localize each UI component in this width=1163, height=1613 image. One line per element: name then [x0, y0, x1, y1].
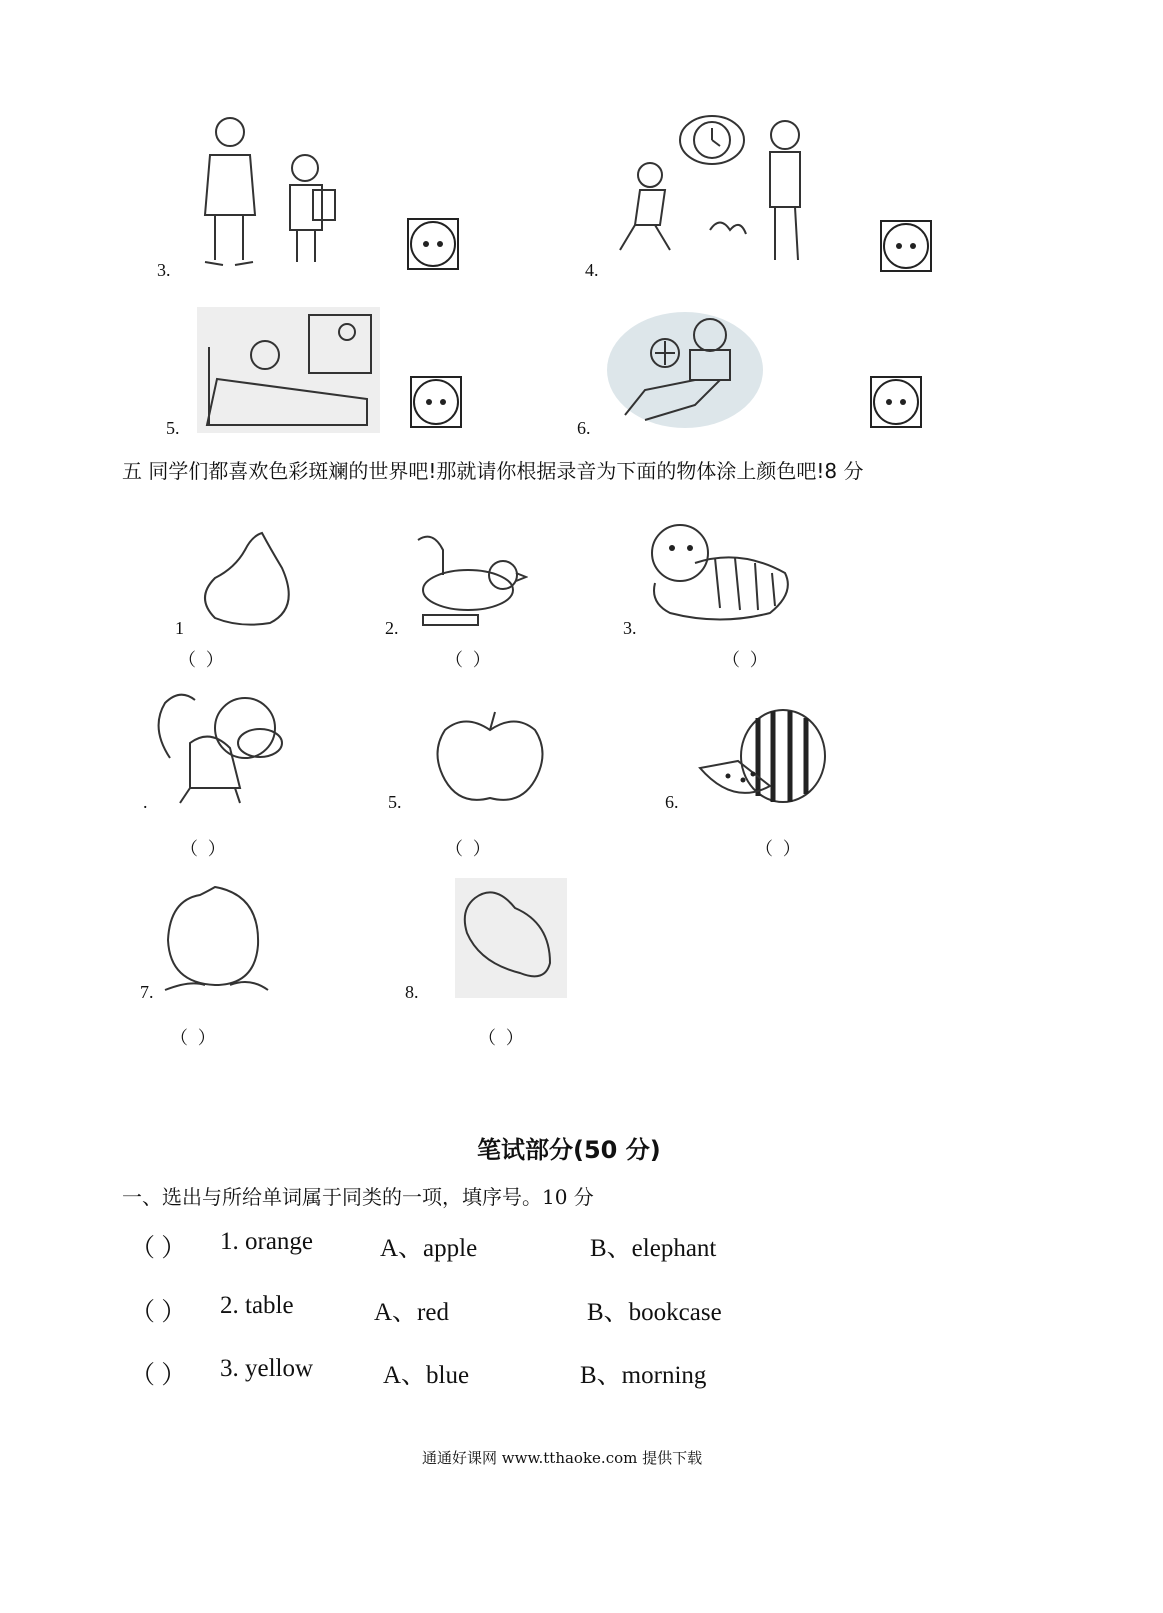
q2-paren[interactable]: （ ）: [130, 1299, 187, 1326]
face-box-icon[interactable]: [880, 220, 932, 272]
picture-5-label: 5.: [166, 418, 180, 438]
picture-5: [197, 307, 380, 433]
item-8-answer[interactable]: （ ）: [478, 1028, 526, 1049]
pear-icon: [200, 528, 300, 628]
item-3-answer[interactable]: （ ）: [722, 650, 770, 671]
item-4-answer[interactable]: （ ）: [180, 839, 228, 860]
peach-icon: [160, 885, 272, 995]
picture-6-label: 6.: [577, 418, 591, 438]
picture-6: [605, 305, 765, 433]
footer-text: 通通好课网 www.tthaoke.com 提供下载: [422, 1449, 703, 1467]
bird-icon: [398, 525, 528, 635]
question-1-title: 一、选出与所给单词属于同类的一项，填序号。10 分: [122, 1185, 594, 1209]
q1-paren[interactable]: （ ）: [130, 1235, 187, 1262]
picture-4: [600, 110, 835, 275]
q2-word: 2. table: [220, 1292, 294, 1319]
q1-option-a: A、apple: [380, 1235, 478, 1262]
written-part-title: 笔试部分(50 分): [477, 1136, 661, 1164]
item-8-label: 8.: [405, 982, 419, 1002]
apple-icon: [435, 708, 545, 806]
q3-paren[interactable]: （ ）: [130, 1362, 187, 1389]
q2-option-a: A、red: [374, 1299, 449, 1326]
item-1-label: 1: [175, 618, 184, 638]
q3-word: 3. yellow: [220, 1355, 314, 1382]
watermelon-icon: [698, 706, 830, 806]
item-1-answer[interactable]: （ ）: [178, 650, 226, 671]
item-4-label: .: [143, 792, 148, 812]
item-6-answer[interactable]: （ ）: [755, 839, 803, 860]
picture-3: [185, 110, 360, 275]
item-7-answer[interactable]: （ ）: [170, 1028, 218, 1049]
item-3-label: 3.: [623, 618, 637, 638]
item-7-label: 7.: [140, 982, 154, 1002]
section-5-title: 五 同学们都喜欢色彩斑斓的世界吧!那就请你根据录音为下面的物体涂上颜色吧!8 分: [122, 459, 864, 483]
item-6-label: 6.: [665, 792, 679, 812]
q1-word: 1. orange: [220, 1228, 314, 1255]
picture-4-label: 4.: [585, 260, 599, 280]
picture-3-label: 3.: [157, 260, 171, 280]
monkey-icon: [150, 688, 295, 806]
item-2-label: 2.: [385, 618, 399, 638]
face-box-icon[interactable]: [407, 218, 459, 270]
item-5-label: 5.: [388, 792, 402, 812]
q3-option-a: A、blue: [383, 1362, 470, 1389]
q1-option-b: B、elephant: [590, 1235, 717, 1262]
q2-option-b: B、bookcase: [587, 1299, 722, 1326]
mango-icon: [455, 878, 567, 998]
item-2-answer[interactable]: （ ）: [445, 650, 493, 671]
item-5-answer[interactable]: （ ）: [445, 839, 493, 860]
tiger-icon: [640, 518, 800, 630]
face-box-icon[interactable]: [410, 376, 462, 428]
q3-option-b: B、morning: [580, 1362, 707, 1389]
face-box-icon[interactable]: [870, 376, 922, 428]
